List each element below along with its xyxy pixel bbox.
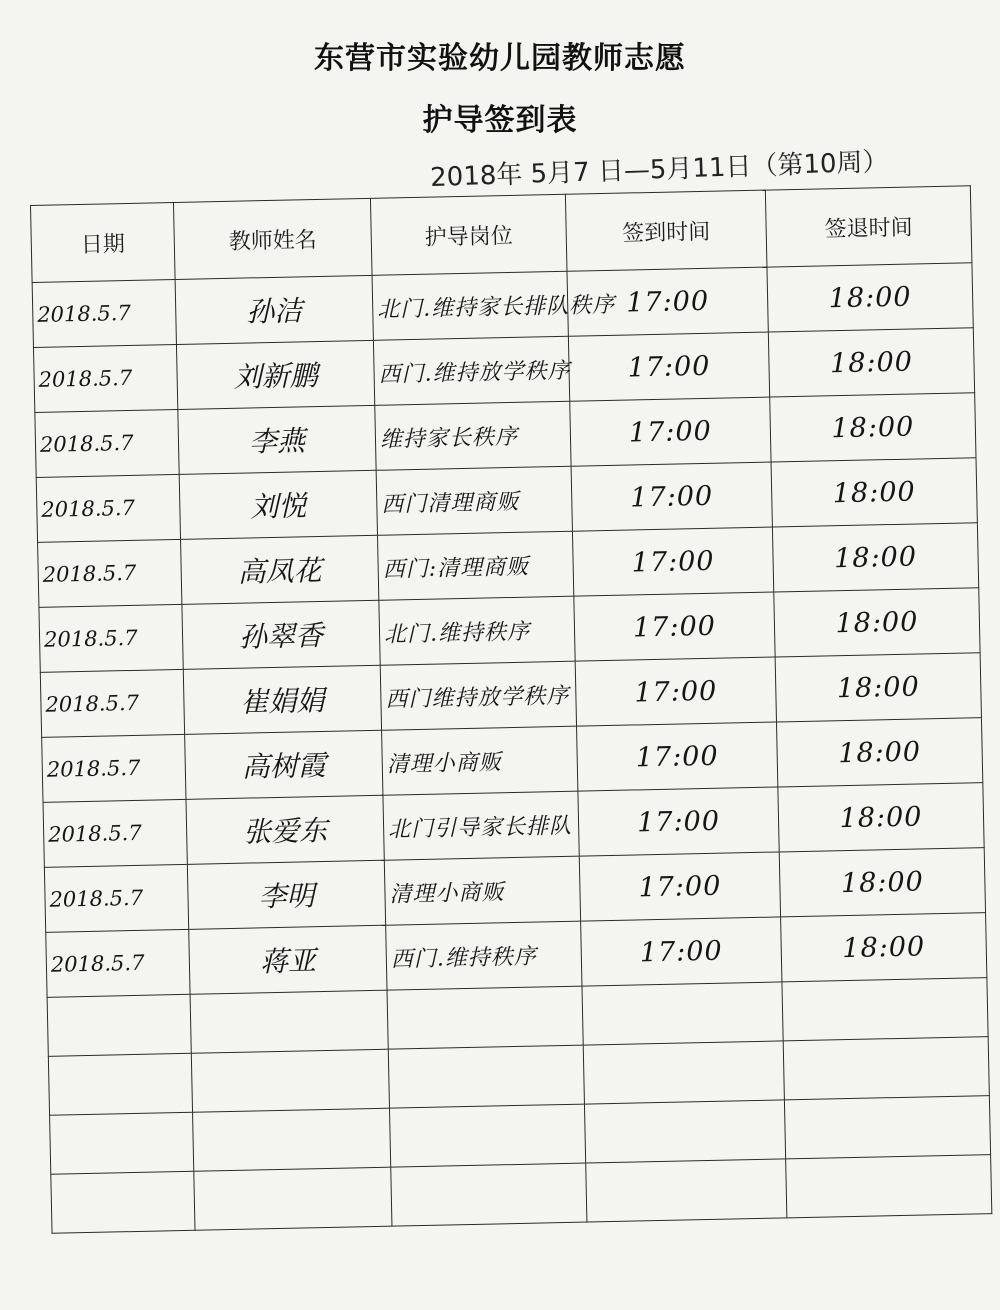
empty-cell [784, 1096, 990, 1159]
cell-teacher-name: 孙洁 [175, 275, 373, 344]
column-header-date: 日期 [31, 202, 176, 282]
cell-sign-out-time: 18:00 [767, 263, 973, 332]
sign-in-table [30, 185, 992, 1233]
empty-cell [191, 1049, 389, 1112]
cell-sign-out-time: 18:00 [779, 848, 985, 917]
cell-date: 2018.5.7 [32, 279, 176, 347]
empty-cell [389, 1104, 585, 1167]
cell-teacher-name: 刘悦 [179, 470, 377, 539]
empty-cell [47, 994, 191, 1056]
cell-post: 清理小商贩 [384, 856, 580, 925]
cell-post: 西门.维持秩序 [386, 921, 582, 990]
empty-cell [194, 1167, 392, 1230]
cell-post: 西门维持放学秩序 [380, 661, 576, 730]
date-period: 2018年 5月7 日—5月11日（第10周） [429, 147, 889, 194]
cell-post: 西门:清理商贩 [377, 531, 573, 600]
empty-cell [190, 990, 388, 1053]
cell-sign-out-time: 18:00 [771, 458, 977, 527]
cell-date: 2018.5.7 [40, 669, 184, 737]
cell-date: 2018.5.7 [33, 344, 177, 412]
sign-in-table-wrapper [30, 185, 998, 1305]
cell-date: 2018.5.7 [42, 734, 186, 802]
cell-sign-in-time: 17:00 [568, 332, 769, 401]
cell-sign-out-time: 18:00 [772, 523, 978, 592]
column-header-teacher: 教师姓名 [173, 198, 372, 279]
cell-sign-out-time: 18:00 [774, 588, 980, 657]
empty-cell [786, 1155, 992, 1218]
cell-post: 北门.维持家长排队秩序 [372, 271, 568, 340]
cell-post: 清理小商贩 [382, 726, 578, 795]
empty-cell [50, 1112, 194, 1174]
empty-cell [586, 1159, 787, 1222]
column-header-post: 护导岗位 [370, 194, 567, 275]
cell-date: 2018.5.7 [43, 799, 187, 867]
cell-teacher-name: 李燕 [178, 405, 376, 474]
cell-sign-out-time: 18:00 [775, 653, 981, 722]
empty-cell [48, 1053, 192, 1115]
cell-sign-in-time: 17:00 [577, 722, 778, 791]
cell-sign-out-time: 18:00 [776, 718, 982, 787]
empty-cell [582, 982, 783, 1045]
column-header-sign-out: 签退时间 [765, 186, 972, 267]
cell-post: 维持家长秩序 [375, 401, 571, 470]
cell-post: 北门引导家长排队 [383, 791, 579, 860]
cell-teacher-name: 孙翠香 [182, 600, 380, 669]
column-header-sign-in: 签到时间 [565, 190, 767, 271]
empty-cell [782, 978, 988, 1041]
cell-teacher-name: 高凤花 [181, 535, 379, 604]
cell-sign-in-time: 17:00 [572, 527, 773, 596]
cell-sign-in-time: 17:00 [578, 787, 779, 856]
cell-teacher-name: 高树霞 [185, 730, 383, 799]
cell-sign-in-time: 17:00 [567, 267, 768, 336]
page-subtitle: 护导签到表 [422, 103, 578, 138]
cell-date: 2018.5.7 [35, 409, 179, 477]
cell-teacher-name: 刘新鹏 [176, 340, 374, 409]
cell-sign-out-time: 18:00 [781, 913, 987, 982]
cell-teacher-name: 张爱东 [186, 795, 384, 864]
cell-teacher-name: 蒋亚 [189, 925, 387, 994]
cell-post: 西门清理商贩 [376, 466, 572, 535]
cell-sign-in-time: 17:00 [575, 657, 776, 726]
empty-cell [584, 1100, 785, 1163]
cell-post: 北门.维持秩序 [379, 596, 575, 665]
cell-date: 2018.5.7 [38, 539, 182, 607]
empty-cell [388, 1045, 584, 1108]
empty-cell [391, 1163, 587, 1226]
cell-sign-in-time: 17:00 [581, 917, 782, 986]
empty-cell [583, 1041, 784, 1104]
empty-cell [193, 1108, 391, 1171]
cell-post: 西门.维持放学秩序 [373, 336, 569, 405]
cell-teacher-name: 崔娟娟 [183, 665, 381, 734]
empty-cell [51, 1171, 195, 1233]
cell-date: 2018.5.7 [46, 929, 190, 997]
cell-date: 2018.5.7 [39, 604, 183, 672]
empty-cell [783, 1037, 989, 1100]
cell-sign-in-time: 17:00 [574, 592, 775, 661]
cell-sign-in-time: 17:00 [570, 397, 771, 466]
cell-date: 2018.5.7 [44, 864, 188, 932]
cell-teacher-name: 李明 [187, 860, 385, 929]
page-title: 东营市实验幼儿园教师志愿 [314, 41, 686, 76]
empty-cell [387, 986, 583, 1049]
cell-sign-out-time: 18:00 [778, 783, 984, 852]
cell-sign-in-time: 17:00 [571, 462, 772, 531]
cell-sign-out-time: 18:00 [768, 328, 974, 397]
cell-sign-out-time: 18:00 [770, 393, 976, 462]
cell-date: 2018.5.7 [36, 474, 180, 542]
cell-sign-in-time: 17:00 [579, 852, 780, 921]
